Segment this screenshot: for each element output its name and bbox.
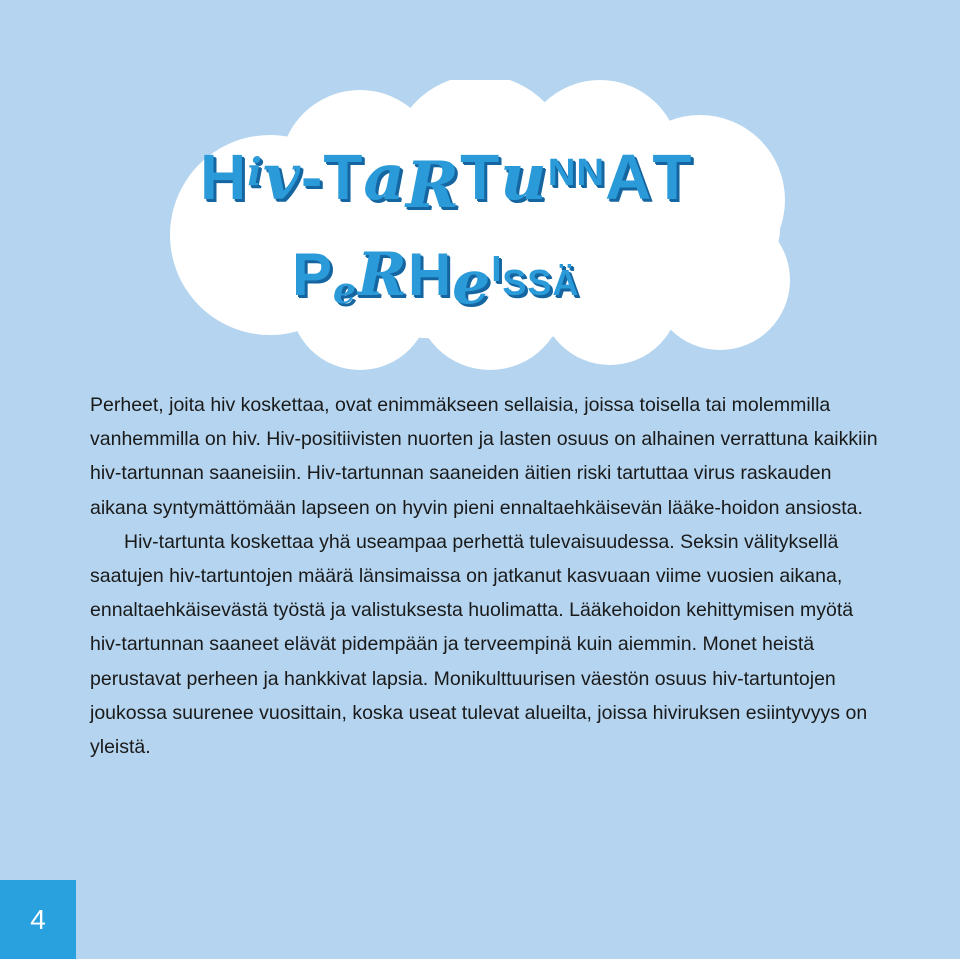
paragraph: Perheet, joita hiv koskettaa, ovat enimmäkseen sellaisia, joissa toisella tai molemmilla vanhemmilla on hiv. Hiv-positiivisten nuorten ja lasten osuus on alhainen verrattuna kaikkiin hiv-tartunnan saaneisiin. Hiv-tartunnan saaneiden äitien riski tartuttaa virus raskauden aikana syntymättömään lapseen on hyvin pieni ennaltaehkäisevän lääke-hoidon ansiosta. <box>90 394 878 519</box>
title-letter: a <box>363 140 406 215</box>
paragraph: Hiv-tartunta koskettaa yhä useampaa perhettä tulevaisuudessa. Seksin välityksellä saatujen hiv-tartuntojen määrä länsimaissa on jatkanut kasvuaan viime vuosien aikana, ennaltaehkäisevästä työstä ja valistuksesta huolimatta. Lääkehoidon kehittymisen myötä hiv-tartunnan saaneet elävät pidempään ja terveempinä kuin aiemmin. Monet heistä perustavat perheen ja hankkivat lapsia. Monikulttuurisen väestön osuus hiv-tartuntojen joukossa suurenee vuosittain, koska useat tulevat alueilta, joissa hiviruksen esiintyvyys on yleistä. <box>90 530 868 759</box>
title-letter: T <box>652 141 693 213</box>
title-letter: N <box>576 151 606 194</box>
title-letter: A <box>605 141 653 213</box>
title-line-2 <box>292 240 580 318</box>
title-letter: H <box>200 141 248 213</box>
title-letter: N <box>547 151 577 194</box>
title-letter: e <box>333 270 357 312</box>
title-letter: - <box>301 141 324 213</box>
title-letter: S <box>527 262 553 303</box>
page-number-box <box>0 880 76 959</box>
title-letter: v <box>262 140 301 215</box>
title-letter: i <box>247 150 263 195</box>
title-letter: I <box>491 248 503 289</box>
page-title <box>200 140 780 330</box>
title-letter: T <box>323 141 364 213</box>
body-text <box>90 388 880 764</box>
title-letter: T <box>460 141 501 213</box>
title-letter: P <box>292 241 334 308</box>
title-letter: e <box>452 248 492 318</box>
title-letter: H <box>407 241 453 308</box>
title-line-1 <box>200 140 693 223</box>
title-letter: u <box>500 140 548 215</box>
title-letter: S <box>502 262 528 303</box>
page-number: 4 <box>30 903 46 935</box>
title-letter: R <box>356 240 408 310</box>
title-letter: R <box>405 148 461 223</box>
title-letter: Ä <box>552 262 580 303</box>
